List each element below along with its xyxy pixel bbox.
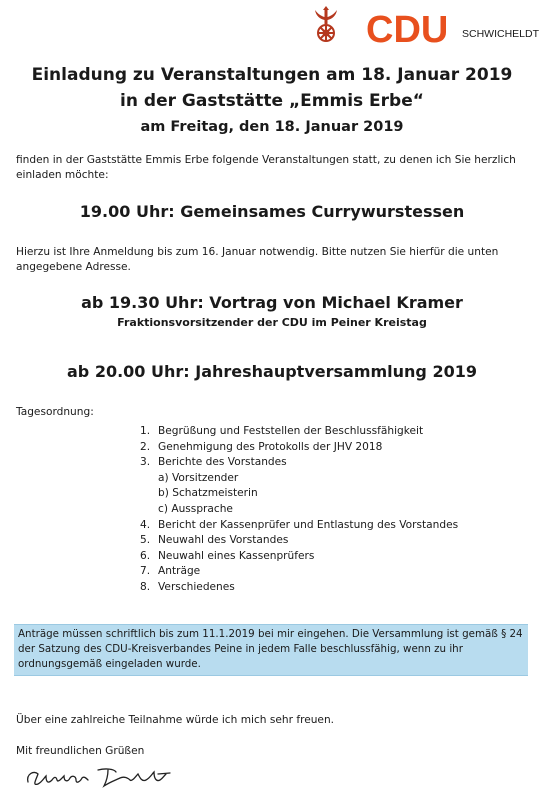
- agenda-item: [140, 518, 458, 534]
- agenda-item-number: 7.: [140, 565, 151, 578]
- event-subtitle-2: Fraktionsvorsitzender der CDU im Peiner Kreistag: [117, 316, 427, 329]
- greeting-text: Mit freundlichen Grüßen: [16, 745, 145, 757]
- agenda-subitem: [140, 486, 458, 502]
- event-title-3: ab 20.00 Uhr: Jahreshauptversammlung 2019: [67, 362, 477, 381]
- agenda-item-number: 4.: [140, 518, 151, 531]
- agenda-subitem: [140, 502, 458, 518]
- agenda-item: [140, 564, 458, 580]
- event-note-1: Hierzu ist Ihre Anmeldung bis zum 16. Januar notwendig. Bitte nutzen Sie hierfür die unten angegebene Adresse.: [16, 246, 499, 273]
- agenda-label: Tagesordnung:: [16, 406, 94, 418]
- cdu-logo-text: CDU: [366, 9, 449, 51]
- notice-box: Anträge müssen schriftlich bis zum 11.1.2019 bei mir eingehen. Die Versammlung ist gemäß § 24 der Satzung des CDU-Kreisverbandes Peine in jedem Falle beschlussfähig, wenn zu ihr ordnungsgemäß eingeladen wurde.: [14, 624, 528, 676]
- agenda-subitem-text: a) Vorsitzender: [158, 471, 239, 484]
- page-title-line2: in der Gaststätte „Emmis Erbe“: [120, 91, 424, 111]
- agenda-item-text: Bericht der Kassenprüfer und Entlastung des Vorstandes: [158, 518, 459, 531]
- page-title-line1: Einladung zu Veranstaltungen am 18. Januar 2019: [31, 65, 513, 85]
- event-title-2: ab 19.30 Uhr: Vortrag von Michael Kramer: [81, 293, 463, 312]
- agenda-item: [140, 424, 458, 440]
- agenda-item-text: Berichte des Vorstandes: [158, 456, 287, 469]
- agenda-item-number: 2.: [140, 440, 151, 453]
- agenda-item-text: Neuwahl des Vorstandes: [158, 534, 289, 547]
- logo-place-name: SCHWICHELDT: [462, 28, 540, 40]
- agenda-item-text: Begrüßung und Feststellen der Beschlussfähigkeit: [158, 425, 424, 437]
- intro-text: finden in der Gaststätte Emmis Erbe folgende Veranstaltungen statt, zu denen ich Sie herzlich einladen möchte:: [16, 154, 516, 181]
- agenda-item: [140, 580, 458, 596]
- agenda-subitem-text: b) Schatzmeisterin: [158, 487, 258, 500]
- agenda-item: [140, 440, 458, 456]
- agenda-item-number: 1.: [140, 425, 151, 437]
- agenda-item: [140, 455, 458, 471]
- date-line: am Freitag, den 18. Januar 2019: [140, 119, 404, 135]
- agenda-item-number: 6.: [140, 549, 151, 562]
- agenda-item-number: 5.: [140, 534, 151, 547]
- agenda-item: [140, 549, 458, 565]
- agenda-item-number: 3.: [140, 456, 151, 469]
- agenda-subitem-text: c) Aussprache: [158, 502, 233, 515]
- agenda-item-text: Genehmigung des Protokolls der JHV 2018: [158, 440, 383, 453]
- agenda-item-text: Neuwahl eines Kassenprüfers: [158, 549, 315, 562]
- agenda-item-text: Anträge: [158, 565, 201, 578]
- agenda-item-text: Verschiedenes: [158, 580, 235, 593]
- crest-icon: [312, 4, 340, 44]
- agenda-list: [140, 424, 458, 596]
- signature-image: [24, 764, 174, 792]
- event-title-1: 19.00 Uhr: Gemeinsames Currywurstessen: [79, 202, 465, 221]
- agenda-item-number: 8.: [140, 580, 151, 593]
- agenda-item: [140, 533, 458, 549]
- closing-text: Über eine zahlreiche Teilnahme würde ich mich sehr freuen.: [16, 714, 335, 726]
- agenda-subitem: [140, 471, 458, 487]
